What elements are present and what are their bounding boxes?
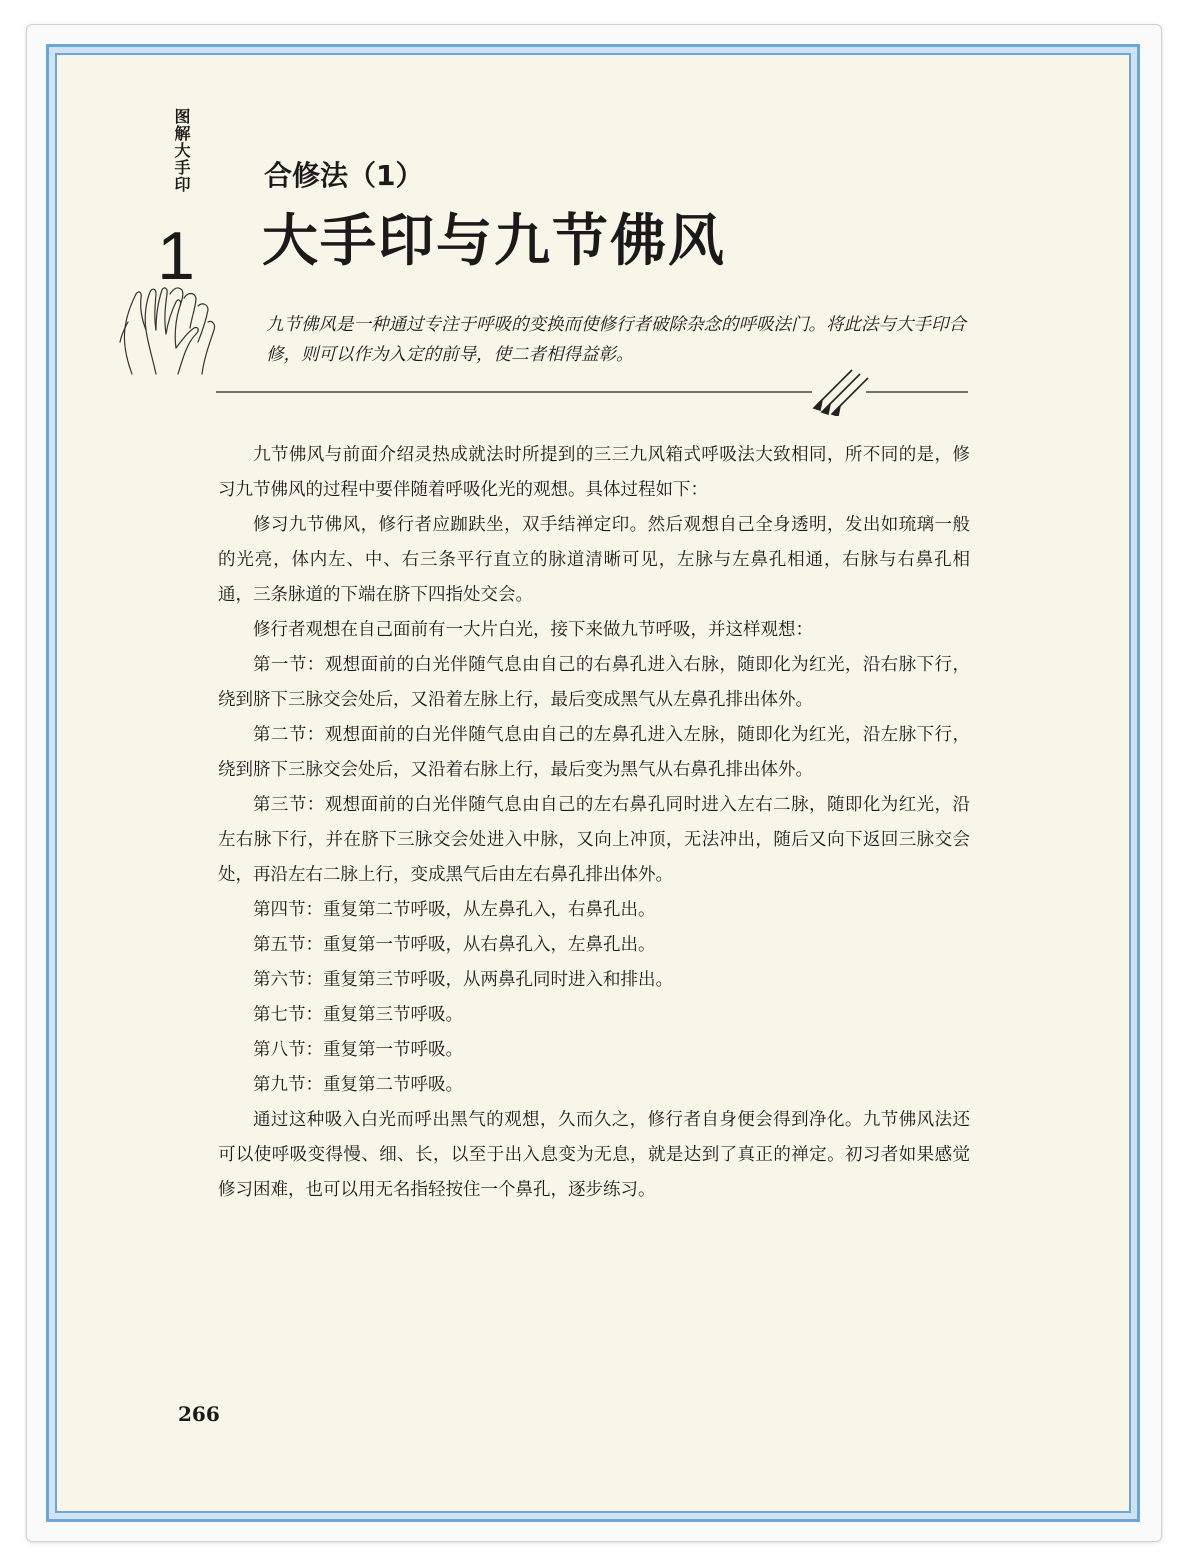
paragraph: 第一节：观想面前的白光伴随气息由自己的右鼻孔进入右脉，随即化为红光，沿右脉下行，绕到脐下三脉交会处后，又沿着左脉上行，最后变成黑气从左鼻孔排出体外。 — [218, 655, 970, 710]
arrow-divider — [216, 366, 968, 416]
chapter-number: 1 — [157, 218, 195, 294]
paragraph: 第三节：观想面前的白光伴随气息由自己的左右鼻孔同时进入左右二脉，随即化为红光，沿左右脉下行，并在脐下三脉交会处进入中脉，又向上冲顶，无法冲出，随后又向下返回三脉交会处，再沿左右二脉上行，变成黑气后由左右鼻孔排出体外。 — [218, 795, 970, 885]
paragraph: 通过这种吸入白光而呼出黑气的观想，久而久之，修行者自身便会得到净化。九节佛风法还可以使呼吸变得慢、细、长，以至于出入息变为无息，就是达到了真正的禅定。初习者如果感觉修习困难，也可以用无名指轻按住一个鼻孔，逐步练习。 — [218, 1110, 970, 1200]
paragraph: 修习九节佛风，修行者应跏趺坐，双手结禅定印。然后观想自己全身透明，发出如琉璃一般的光亮，体内左、中、右三条平行直立的脉道清晰可见，左脉与左鼻孔相通，右脉与右鼻孔相通，三条脉道的下端在脐下四指处交会。 — [218, 515, 970, 605]
paragraph: 九节佛风与前面介绍灵热成就法时所提到的三三九风箱式呼吸法大致相同，所不同的是，修习九节佛风的过程中要伴随着呼吸化光的观想。具体过程如下： — [218, 445, 970, 500]
section-subtitle: 合修法（1） — [264, 159, 424, 192]
page-number: 266 — [178, 1402, 220, 1426]
paragraph: 第五节：重复第一节呼吸，从右鼻孔入，左鼻孔出。 — [253, 935, 656, 955]
praying-hands-icon — [112, 282, 222, 378]
article-body — [218, 438, 970, 1208]
paragraph: 第六节：重复第三节呼吸，从两鼻孔同时进入和排出。 — [253, 970, 673, 990]
intro-paragraph: 九节佛风是一种通过专注于呼吸的变换而使修行者破除杂念的呼吸法门。将此法与大手印合修，则可以作为入定的前导，使二者相得益彰。 — [266, 315, 966, 365]
paragraph: 修行者观想在自己面前有一大片白光，接下来做九节呼吸，并这样观想： — [253, 620, 813, 640]
paragraph: 第四节：重复第二节呼吸，从左鼻孔入，右鼻孔出。 — [253, 900, 656, 920]
paragraph: 第二节：观想面前的白光伴随气息由自己的左鼻孔进入左脉，随即化为红光，沿左脉下行，绕到脐下三脉交会处后，又沿着右脉上行，最后变为黑气从右鼻孔排出体外。 — [218, 725, 970, 780]
paragraph: 第八节：重复第一节呼吸。 — [253, 1040, 463, 1060]
side-book-title: 图解大手印 — [172, 108, 191, 193]
paragraph: 第九节：重复第二节呼吸。 — [253, 1075, 463, 1095]
page-title: 大手印与九节佛风 — [262, 209, 726, 274]
paragraph: 第七节：重复第三节呼吸。 — [253, 1005, 463, 1025]
